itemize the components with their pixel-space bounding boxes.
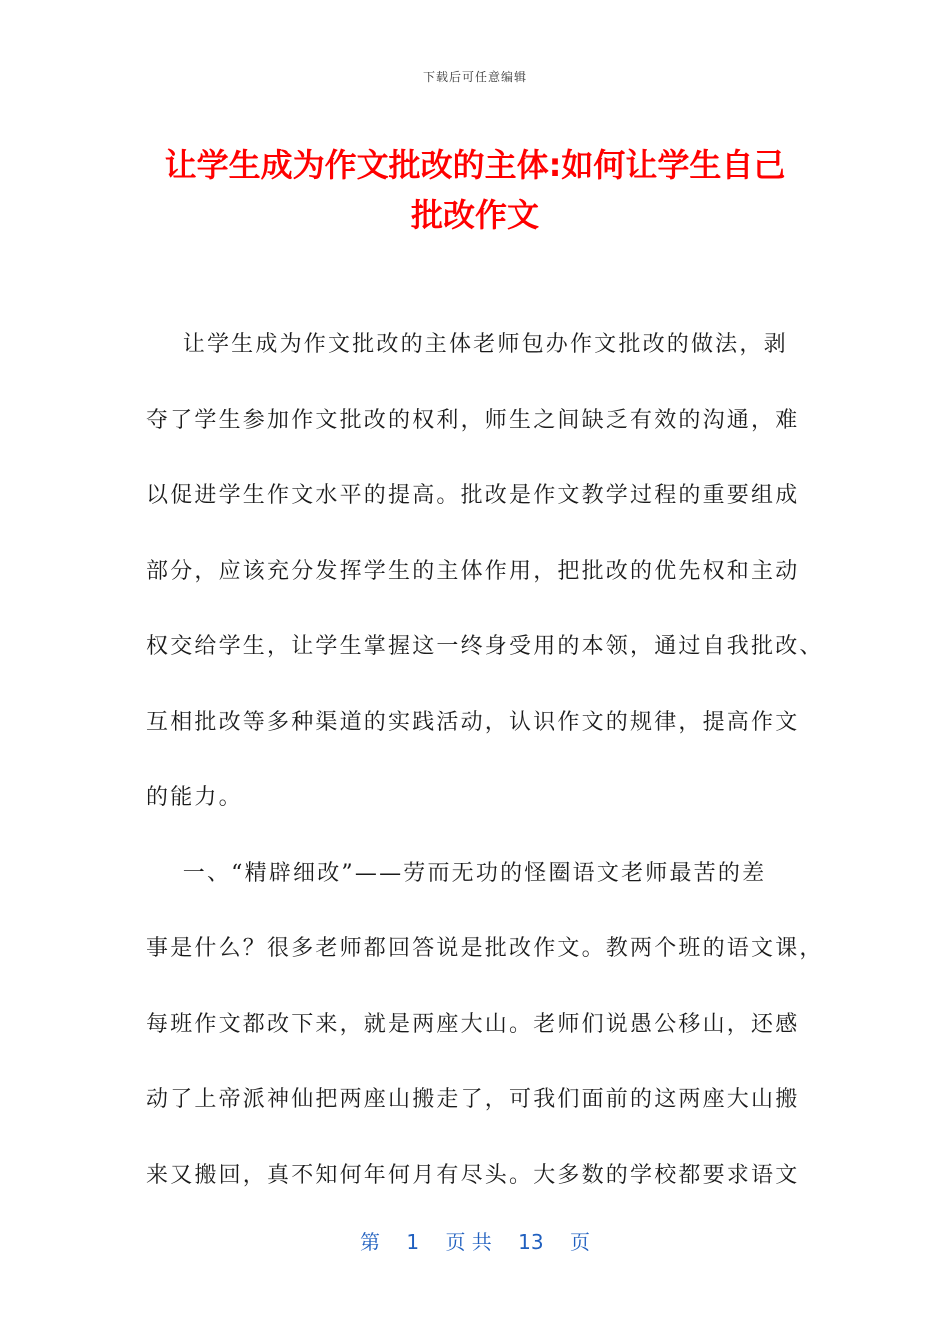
body-line: 互相批改等多种渠道的实践活动，认识作文的规律，提高作文 <box>146 709 800 735</box>
title-line-1: 让学生成为作文批改的主体:如何让学生自己 <box>164 146 786 184</box>
document-title <box>130 140 820 240</box>
document-body <box>146 320 824 1226</box>
footer-page-number: 1 <box>406 1230 420 1254</box>
body-line: 权交给学生，让学生掌握这一终身受用的本领，通过自我批改、 <box>146 634 824 659</box>
body-line: 一、“精辟细改”——劳而无功的怪圈语文老师最苦的差 <box>146 860 767 886</box>
body-line: 每班作文都改下来，就是两座大山。老师们说愚公移山，还感 <box>146 1011 800 1037</box>
body-line: 夺了学生参加作文批改的权利，师生之间缺乏有效的沟通，难 <box>146 407 800 433</box>
body-line: 动了上帝派神仙把两座山搬走了，可我们面前的这两座大山搬 <box>146 1087 800 1112</box>
header-note: 下载后可任意编辑 <box>422 70 527 84</box>
footer-middle: 页 共 <box>445 1230 492 1254</box>
body-line: 部分，应该充分发挥学生的主体作用，把批改的优先权和主动 <box>146 558 800 584</box>
body-line: 以促进学生作文水平的提高。批改是作文教学过程的重要组成 <box>146 483 800 508</box>
body-line: 让学生成为作文批改的主体老师包办作文批改的做法，剥 <box>146 332 788 357</box>
footer-total-pages: 13 <box>518 1230 544 1254</box>
body-line: 的能力。 <box>146 785 243 810</box>
title-line-2: 批改作文 <box>410 196 539 234</box>
body-line: 事是什么？很多老师都回答说是批改作文。教两个班的语文课， <box>146 936 824 961</box>
footer-prefix: 第 <box>360 1230 380 1254</box>
page-footer <box>0 1226 950 1255</box>
footer-suffix: 页 <box>569 1230 590 1254</box>
body-line: 来又搬回，真不知何年何月有尽头。大多数的学校都要求语文 <box>146 1162 800 1188</box>
